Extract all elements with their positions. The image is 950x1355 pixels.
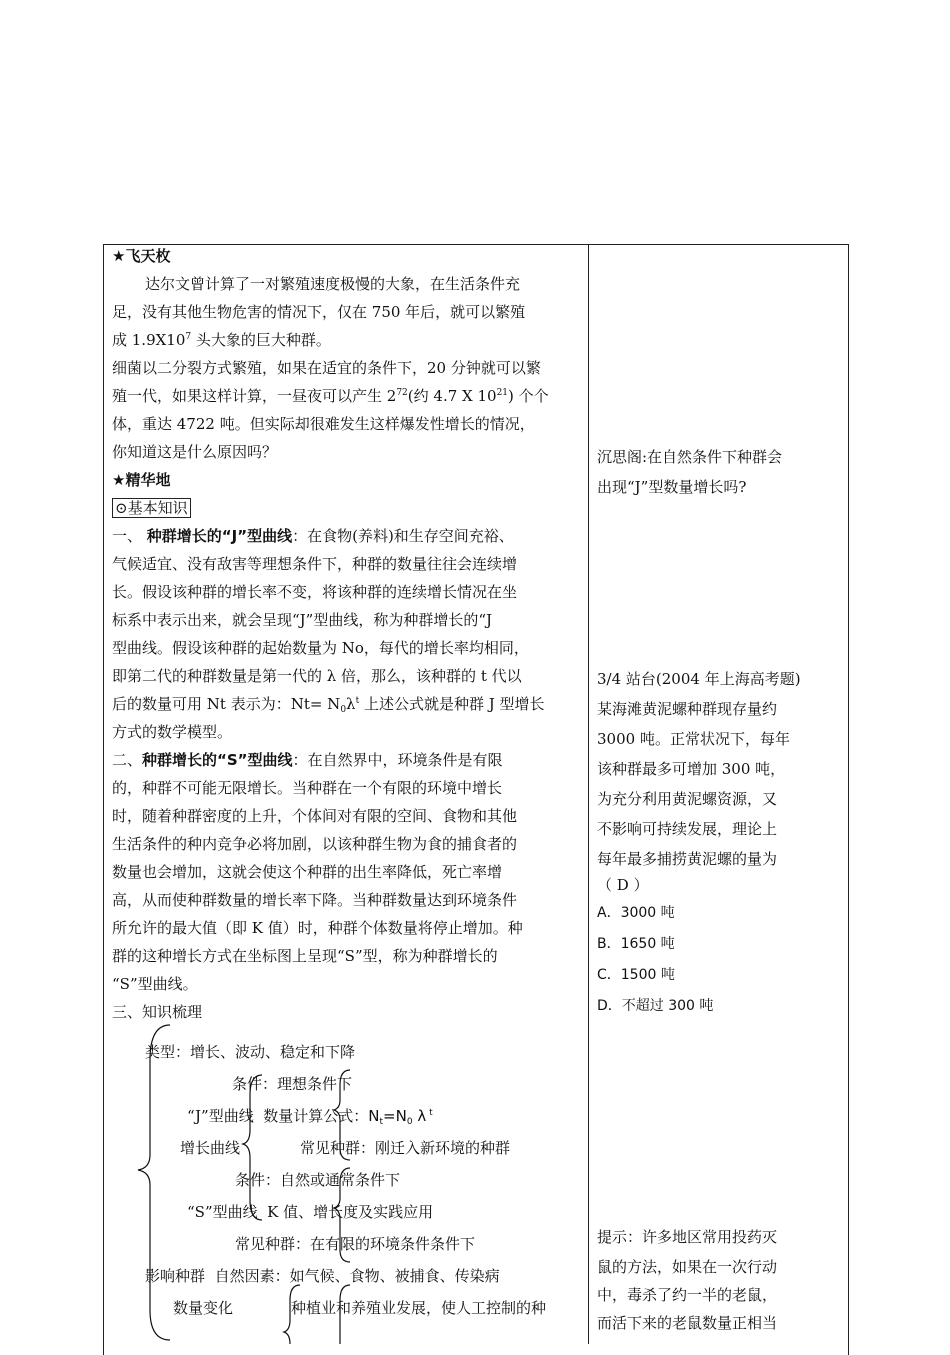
para1-line3: 成 $1.9X10^7$ 头大象的巨大种群。 <box>112 331 331 349</box>
tree-s-condition: 条件：自然或通常条件下 <box>235 1171 401 1189</box>
hint-line2: 鼠的方法，如果在一次行动 <box>597 1258 778 1276</box>
s-curve-line8: 群的这种增长方式在坐标图上呈现“S”型，称为种群增长的 <box>112 947 498 965</box>
s-curve-line3: 时，随着种群密度的上升，个体间对有限的空间、食物和其他 <box>112 807 518 825</box>
j-curve-line7: 后的数量可用 Nt 表示为：$Nt= N_0\lambda^t$ 上述公式就是种群 J 型增长 <box>112 695 545 715</box>
j-curve-title: 种群增长的“J”型曲线 <box>146 527 293 545</box>
para2-line1: 细菌以二分裂方式繁殖，如果在适宜的条件下，20 分钟就可以繁 <box>112 359 541 377</box>
option-b: B．1650 吨 <box>597 936 675 952</box>
s-curve-line4: 生活条件的种内竞争必将加剧，以该种群生物为食的捕食者的 <box>112 835 518 853</box>
s-curve-line1: 二、种群增长的“S”型曲线：在自然界中，环境条件是有限 <box>112 751 503 769</box>
option-a: A．3000 吨 <box>597 905 675 921</box>
section-title-jinghua: ★精华地 <box>112 471 171 489</box>
s-curve-line9: “S”型曲线。 <box>112 975 198 993</box>
knowledge-title: 三、知识梳理 <box>112 1003 203 1021</box>
s-curve-line2: 的，种群不可能无限增长。当种群在一个有限的环境中增长 <box>112 779 503 797</box>
j-curve-line4: 标系中表示出来，就会呈现“J”型曲线，称为种群增长的“J <box>112 611 493 629</box>
hint-line1: 提示：许多地区常用投药灭 <box>597 1228 778 1246</box>
j-curve-line8: 方式的数学模型。 <box>112 723 233 741</box>
para1-line1: 达尔文曾计算了一对繁殖速度极慢的大象，在生活条件充 <box>145 275 521 293</box>
s-curve-line6: 高，从而使种群数量的增长率下降。当种群数量达到环境条件 <box>112 891 518 909</box>
option-c: C．1500 吨 <box>597 967 675 983</box>
hint-line4: 而活下来的老鼠数量正相当 <box>597 1314 778 1332</box>
tree-quantity-row: 数量变化 种植业和养殖业发展，使人工控制的种 <box>173 1299 547 1317</box>
station-line5: 为充分利用黄泥螺资源，又 <box>597 790 778 808</box>
station-answer: （ D ） <box>597 876 649 894</box>
s-curve-title: 种群增长的“S”型曲线 <box>142 751 293 769</box>
para2-line2: 殖一代，如果这样计算，一昼夜可以产生 $2^{72}$(约 4.7 X $10^{21}$) 个个 <box>112 387 549 405</box>
tree-s-row: “S”型曲线 K 值、增长度及实践应用 <box>187 1203 434 1221</box>
tree-growth-row: 增长曲线 常见种群：刚迁入新环境的种群 <box>180 1139 511 1157</box>
section-title-feitian: ★飞天枚 <box>112 247 171 265</box>
tree-j-row: “J”型曲线 数量计算公式：$N_t=N_0$ λ $^t$ <box>187 1107 433 1127</box>
j-curve-line2: 气候适宜、没有敌害等理想条件下，种群的数量往往会连续增 <box>112 555 518 573</box>
station-line2: 某海滩黄泥螺种群现存量约 <box>597 700 778 718</box>
tree-s-species: 常见种群：在有限的环境条件条件下 <box>235 1235 476 1253</box>
think-line1: 沉思阁:在自然条件下种群会 <box>597 448 783 466</box>
station-line1: 3/4 站台(2004 年上海高考题) <box>597 670 801 688</box>
option-d: D．不超过 300 吨 <box>597 998 714 1014</box>
think-line2: 出现“J”型数量增长吗? <box>597 478 747 496</box>
para2-line3: 体，重达 4722 吨。但实际却很难发生这样爆发性增长的情况， <box>112 415 535 433</box>
j-curve-line5: 型曲线。假设该种群的起始数量为 No，每代的增长率均相同， <box>112 639 529 657</box>
station-line7: 每年最多捕捞黄泥螺的量为 <box>597 850 778 868</box>
station-line4: 该种群最多可增加 300 吨， <box>597 760 786 778</box>
para2-line4: 你知道这是什么原因吗？ <box>112 443 278 461</box>
j-curve-line3: 长。假设该种群的增长率不变，将该种群的连续增长情况在坐 <box>112 583 518 601</box>
tree-j-condition: 条件：理想条件下 <box>232 1075 353 1093</box>
hint-line3: 中，毒杀了约一半的老鼠， <box>597 1286 778 1304</box>
j-curve-line1: 一、 种群增长的“J”型曲线：在食物(养料)和生存空间充裕、 <box>112 527 514 545</box>
s-curve-line7: 所允许的最大值（即 K 值）时，种群个体数量将停止增加。种 <box>112 919 523 937</box>
tree-types: 类型：增长、波动、稳定和下降 <box>145 1043 356 1061</box>
j-curve-line6: 即第二代的种群数量是第一代的 λ 倍，那么，该种群的 t 代以 <box>112 667 522 685</box>
basic-knowledge-box: ⊙基本知识 <box>112 494 191 522</box>
tree-influence-row: 影响种群 自然因素：如气候、食物、被捕食、传染病 <box>145 1267 500 1285</box>
station-line6: 不影响可持续发展，理论上 <box>597 820 778 838</box>
station-line3: 3000 吨。正常状况下，每年 <box>597 730 790 748</box>
para1-line2: 足，没有其他生物危害的情况下，仅在 750 年后，就可以繁殖 <box>112 303 526 321</box>
s-curve-line5: 数量也会增加，这就会使这个种群的出生率降低，死亡率增 <box>112 863 503 881</box>
